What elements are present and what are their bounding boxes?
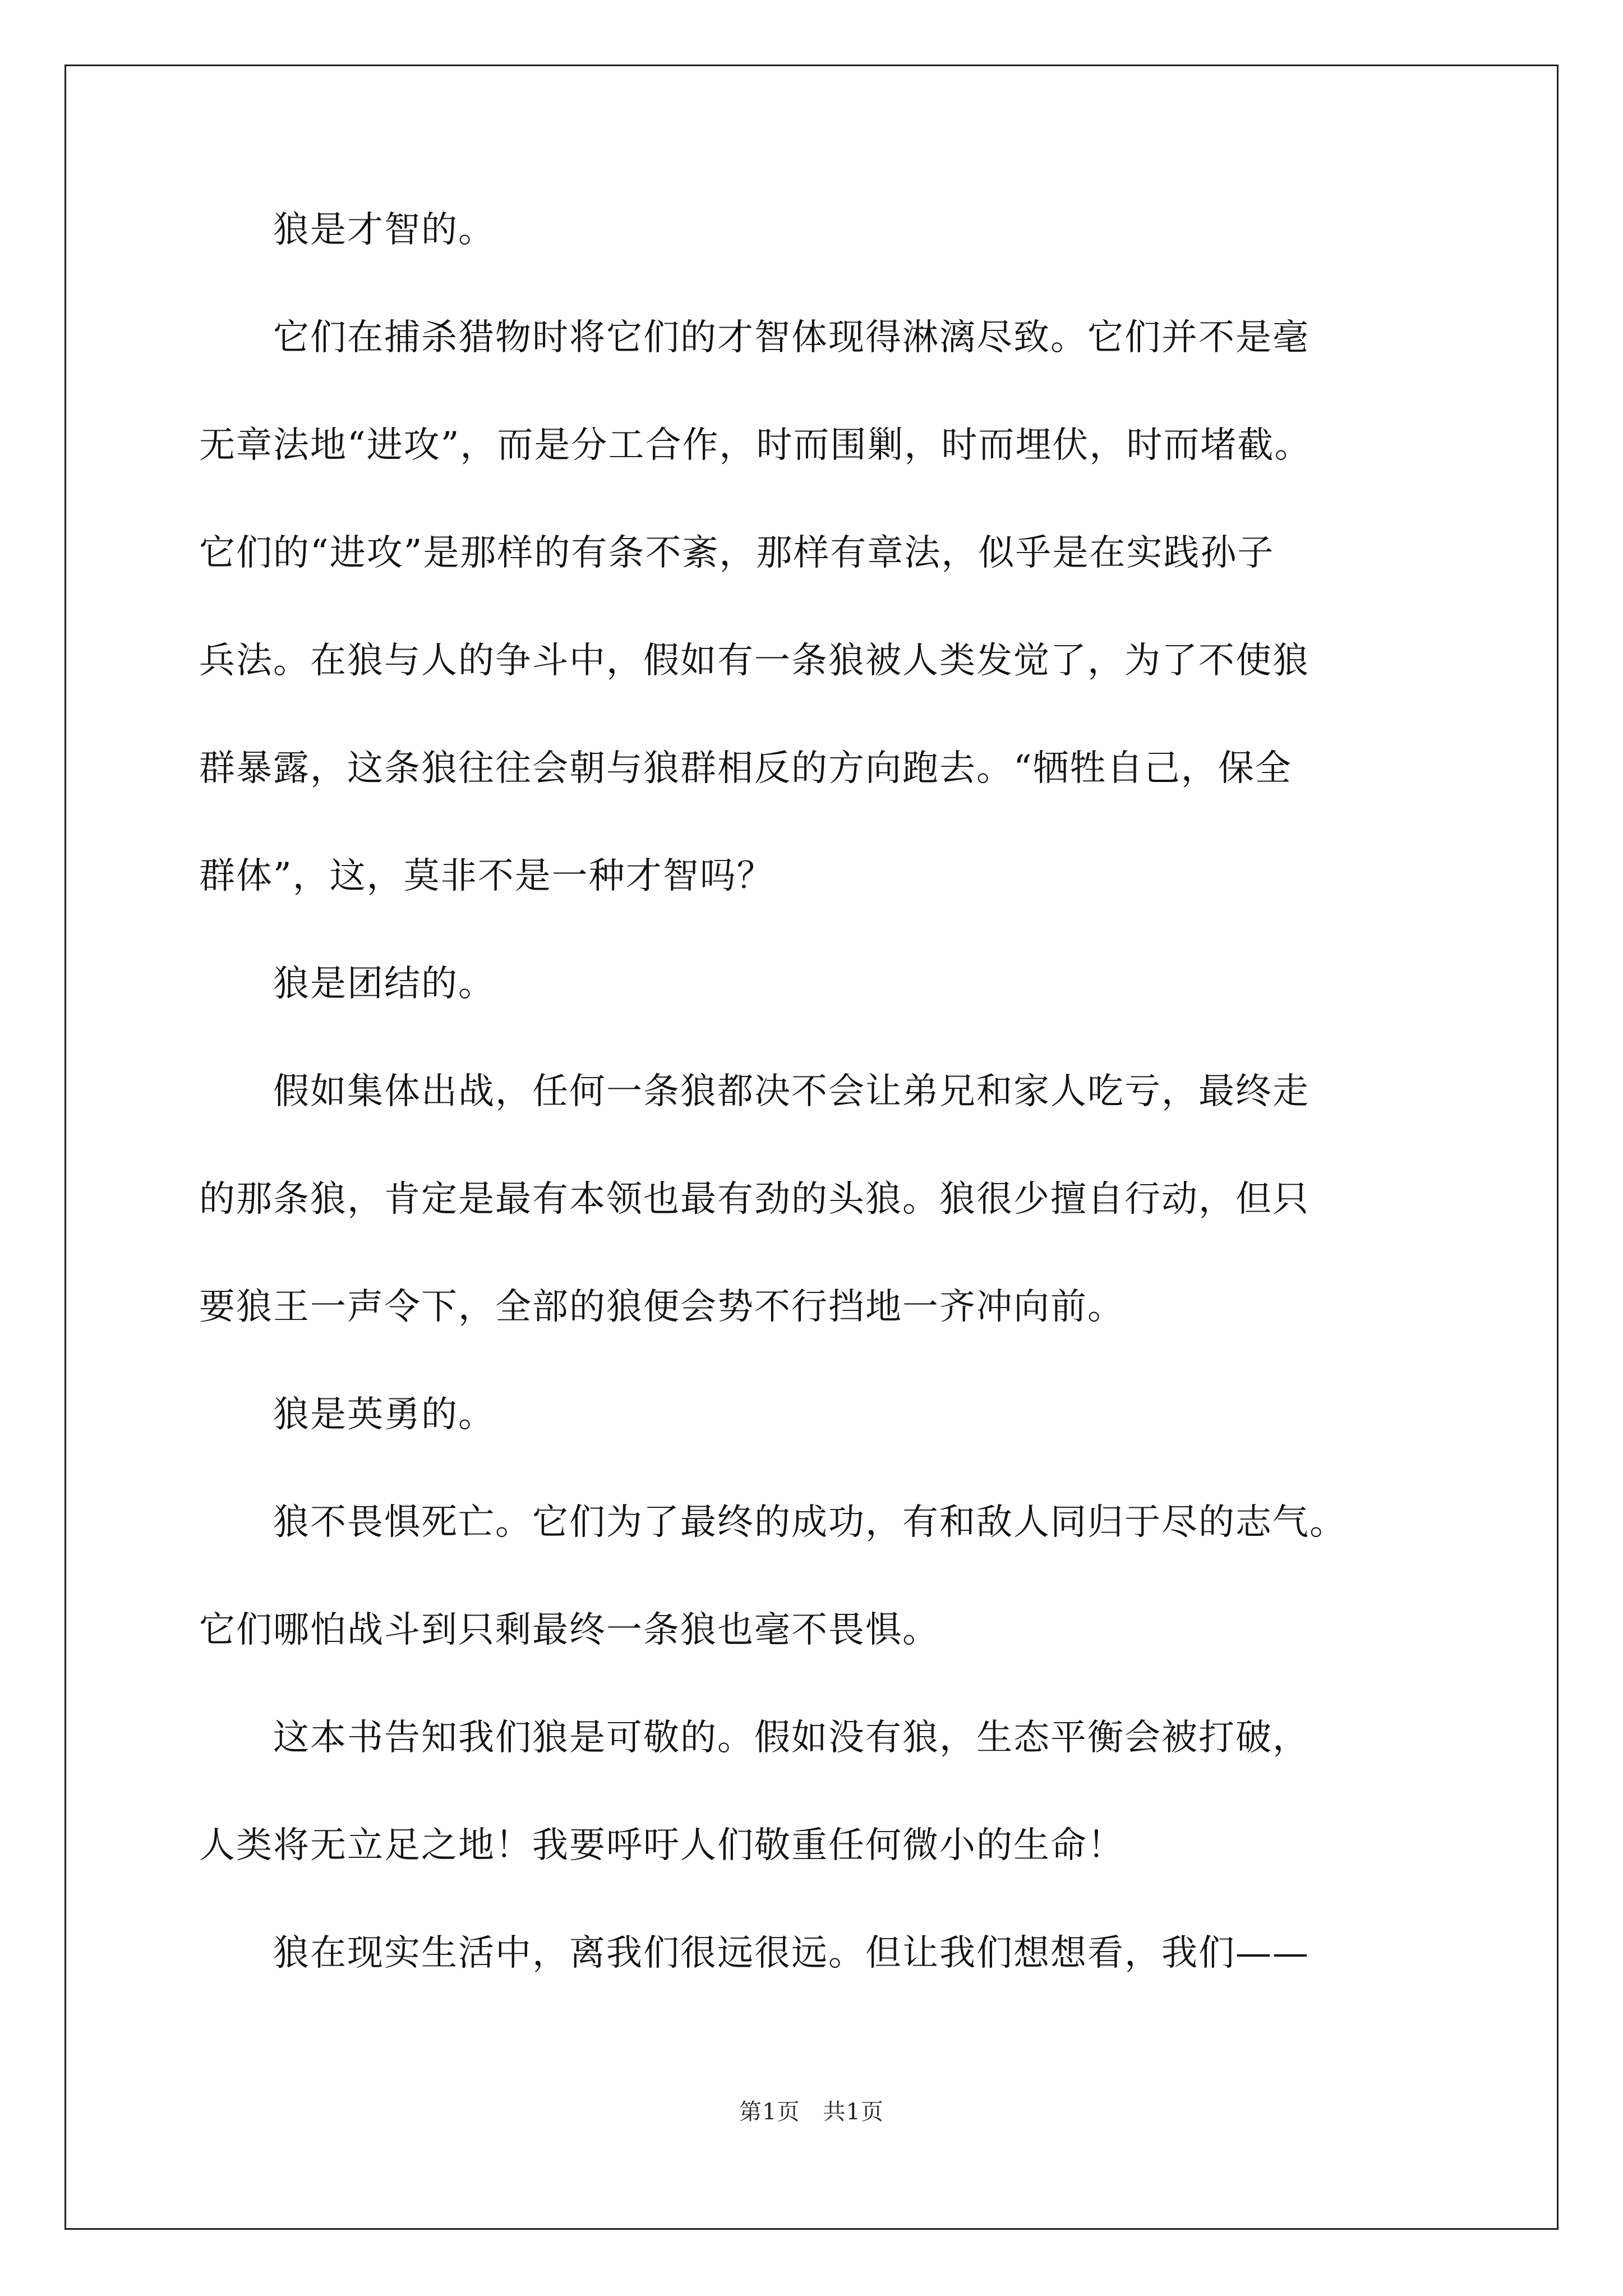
body-line-3: 无章法地“进攻”，而是分工合作，时而围剿，时而埋伏，时而堵截。 [199,425,1312,466]
page-footer: 第1页 共1页 [739,2099,884,2125]
body-line-4: 它们的“进攻”是那样的有条不紊，那样有章法，似乎是在实践孙子 [199,532,1275,574]
body-line-6: 群暴露，这条狼往往会朝与狼群相反的方向跑去。“牺牲自己，保全 [199,748,1292,789]
body-line-9: 假如集体出战，任何一条狼都决不会让弟兄和家人吃亏，最终走 [199,1071,1310,1112]
body-line-5: 兵法。在狼与人的争斗中，假如有一条狼被人类发觉了，为了不使狼 [199,640,1310,682]
body-line-7: 群体”，这，莫非不是一种才智吗？ [199,855,774,897]
body-line-1: 狼是才智的。 [199,209,495,251]
body-line-11: 要狼王一声令下，全部的狼便会势不行挡地一齐冲向前。 [199,1286,1124,1328]
body-line-8: 狼是团结的。 [199,963,495,1005]
page-border [64,65,1559,2230]
body-line-16: 人类将无立足之地！我要呼吁人们敬重任何微小的生命！ [199,1825,1124,1866]
body-line-14: 它们哪怕战斗到只剩最终一条狼也毫不畏惧。 [199,1609,939,1651]
body-line-15: 这本书告知我们狼是可敬的。假如没有狼，生态平衡会被打破， [199,1717,1310,1759]
body-line-10: 的那条狼，肯定是最有本领也最有劲的头狼。狼很少擅自行动，但只 [199,1179,1310,1220]
body-line-13: 狼不畏惧死亡。它们为了最终的成功，有和敌人同归于尽的志气。 [199,1502,1347,1543]
body-line-2: 它们在捕杀猎物时将它们的才智体现得淋漓尽致。它们并不是毫 [199,317,1310,358]
body-line-17: 狼在现实生活中，离我们很远很远。但让我们想想看，我们—— [199,1932,1310,1974]
body-line-12: 狼是英勇的。 [199,1394,495,1435]
